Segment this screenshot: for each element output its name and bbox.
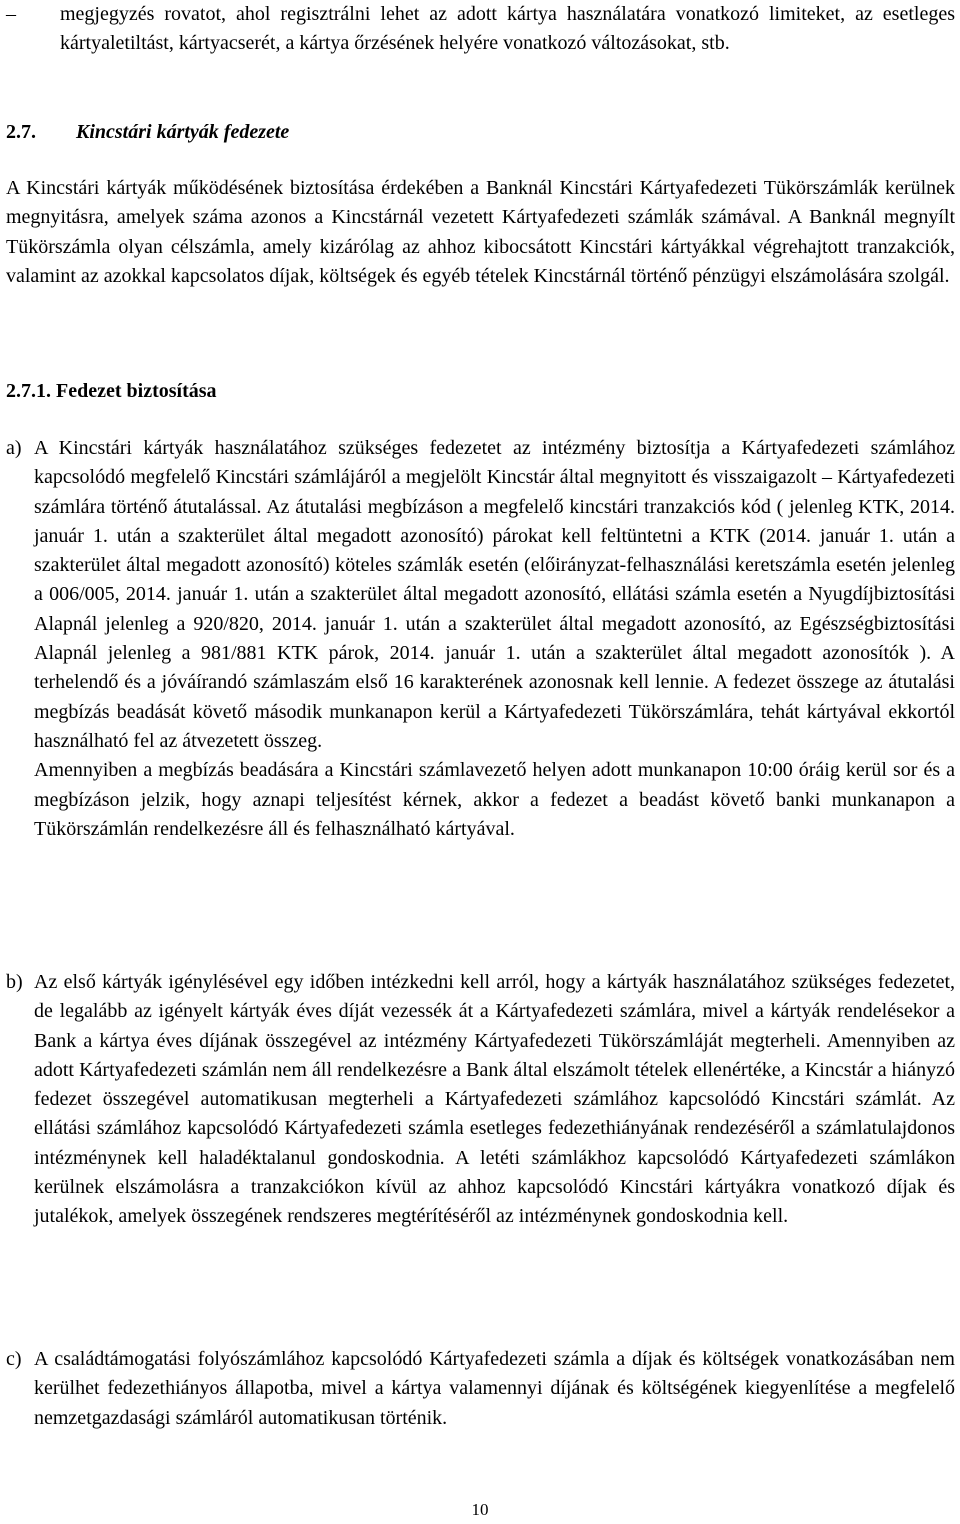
list-item-b-body <box>34 968 955 1232</box>
intro-item-body: megjegyzés rovatot, ahol regisztrálni lehet az adott kártya használatára vonatkozó limiteket, az esetleges kártyaletiltást, kártyacserét, a kártya őrzésének helyére vonatkozó változásokat, stb. <box>60 3 955 55</box>
list-item-c <box>6 1345 955 1433</box>
page-number: 10 <box>471 1500 489 1519</box>
intro-list-item <box>6 0 955 59</box>
list-marker-c: c) <box>6 1348 22 1370</box>
list-item-b <box>6 968 955 1232</box>
section-heading-2-7 <box>6 118 289 147</box>
list-marker-a: a) <box>6 437 22 459</box>
item-b-paragraph: Az első kártyák igénylésével egy időben intézkedni kell arról, hogy a kártyák használatához szükséges fedezetet, de legalább az igényelt kártyák éves díját vezessék át a Kártyafedezeti számlára, mivel a kártyák rendelésekor a Bank a kártya éves díjának összegével az intézmény Kártyafedezeti Tükörszámláját megterheli. Amennyiben az adott Kártyafedezeti számlán nem áll rendelkezésre a Bank által elszámolt tételek ellenértéke, a Kincstár a hiányzó fedezet összegével automatikusan megterheli a Kártyafedezeti számlához kapcsolódó Kincstári számlát. Az ellátási számlához kapcsolódó Kártyafedezeti számla esetleges fedezethiányának rendezéséről a számlatulajdonos intézménynek kell haladéktalanul gondoskodnia. A letéti számlákhoz kapcsolódó Kártyafedezeti számlákon kerülnek elszámolásra a tranzakciókon kívül az ahhoz kapcsolódó Kincstári kártyákra vonatkozó díjak és jutalékok, amelyek összegének rendszeres megtérítéséről az intézménynek gondoskodnia kell. <box>34 971 955 1228</box>
paragraph-text: A Kincstári kártyák működésének biztosítása érdekében a Banknál Kincstári Kártyafedezeti Tükörszámlák kerülnek megnyitásra, amelyek száma azonos a Kincstárnál vezetett Kártyafedezeti számlák számával. A Banknál megnyílt Tükörszámla olyan célszámla, amely kizárólag az ahhoz kibocsátott Kincstári kártyákkal végrehajtott tranzakciók, valamint az azokkal kapcsolatos díjak, költségek és egyéb tételek Kincstárnál történő pénzügyi elszámolására szolgál. <box>6 177 955 287</box>
list-item-c-body <box>34 1345 955 1433</box>
section-heading-2-7-1 <box>6 377 217 406</box>
item-a-paragraph-1: A Kincstári kártyák használatához szükséges fedezetet az intézmény biztosítja a Kártyafedezeti számlához kapcsolódó megfelelő Kincstári számlájáról a megjelölt Kincstár által megnyitott és visszaigazolt – Kártyafedezeti számlára történő átutalással. Az átutalási megbízáson a megfelelő kincstári tranzakciós kód ( jelenleg KTK, 2014. január 1. után a szakterület által megadott azonosító) párokat kell feltüntetni a KTK (2014. január 1. után a szakterület által megadott azonosító) köteles számlák esetén (előirányzat-felhasználási keretszámla esetén jelenleg a 006/005, 2014. január 1. után a szakterület által megadott azonosító, ellátási számla esetén a Nyugdíjbiztosítási Alapnál jelenleg a 920/820, 2014. január 1. után a szakterület által megadott azonosító, az Egészségbiztosítási Alapnál jelenleg a 981/881 KTK párok, 2014. január 1. után a szakterület által megadott azonosítók ). A terhelendő és a jóváírandó számlaszám első 16 karakterének azonosnak kell lennie. A fedezet összege az átutalási megbízás beadását követő második munkanapon kerül a Kártyafedezeti Tükörszámlára, tehát kártyával ekkortól használható fel az átvezetett összeg. <box>34 437 955 752</box>
list-marker-b: b) <box>6 971 23 993</box>
section-title: Kincstári kártyák fedezete <box>76 121 290 143</box>
intro-item-text <box>6 0 955 59</box>
section-number: 2.7. <box>6 121 36 143</box>
list-item-a <box>6 434 955 844</box>
item-a-paragraph-2: Amennyiben a megbízás beadására a Kincstári számlavezető helyen adott munkanapon 10:00 óráig kerül sor és a megbízáson jelzik, hogy aznapi teljesítést kérnek, akkor a fedezet a beadást követő banki munkanapon a Tükörszámlán rendelkezésre áll és felhasználható kártyával. <box>34 759 955 840</box>
item-c-paragraph: A családtámogatási folyószámlához kapcsolódó Kártyafedezeti számla a díjak és költségek vonatkozásában nem kerülhet fedezethiányos állapotba, mivel a kártya valamennyi díjának és költségének kiegyenlítése a megfelelő nemzetgazdasági számláról automatikusan történik. <box>34 1348 955 1429</box>
list-item-a-body <box>34 434 955 844</box>
section-2-7-paragraph <box>6 174 955 291</box>
subsection-title: 2.7.1. Fedezet biztosítása <box>6 380 217 402</box>
dash-bullet: – <box>6 3 16 25</box>
